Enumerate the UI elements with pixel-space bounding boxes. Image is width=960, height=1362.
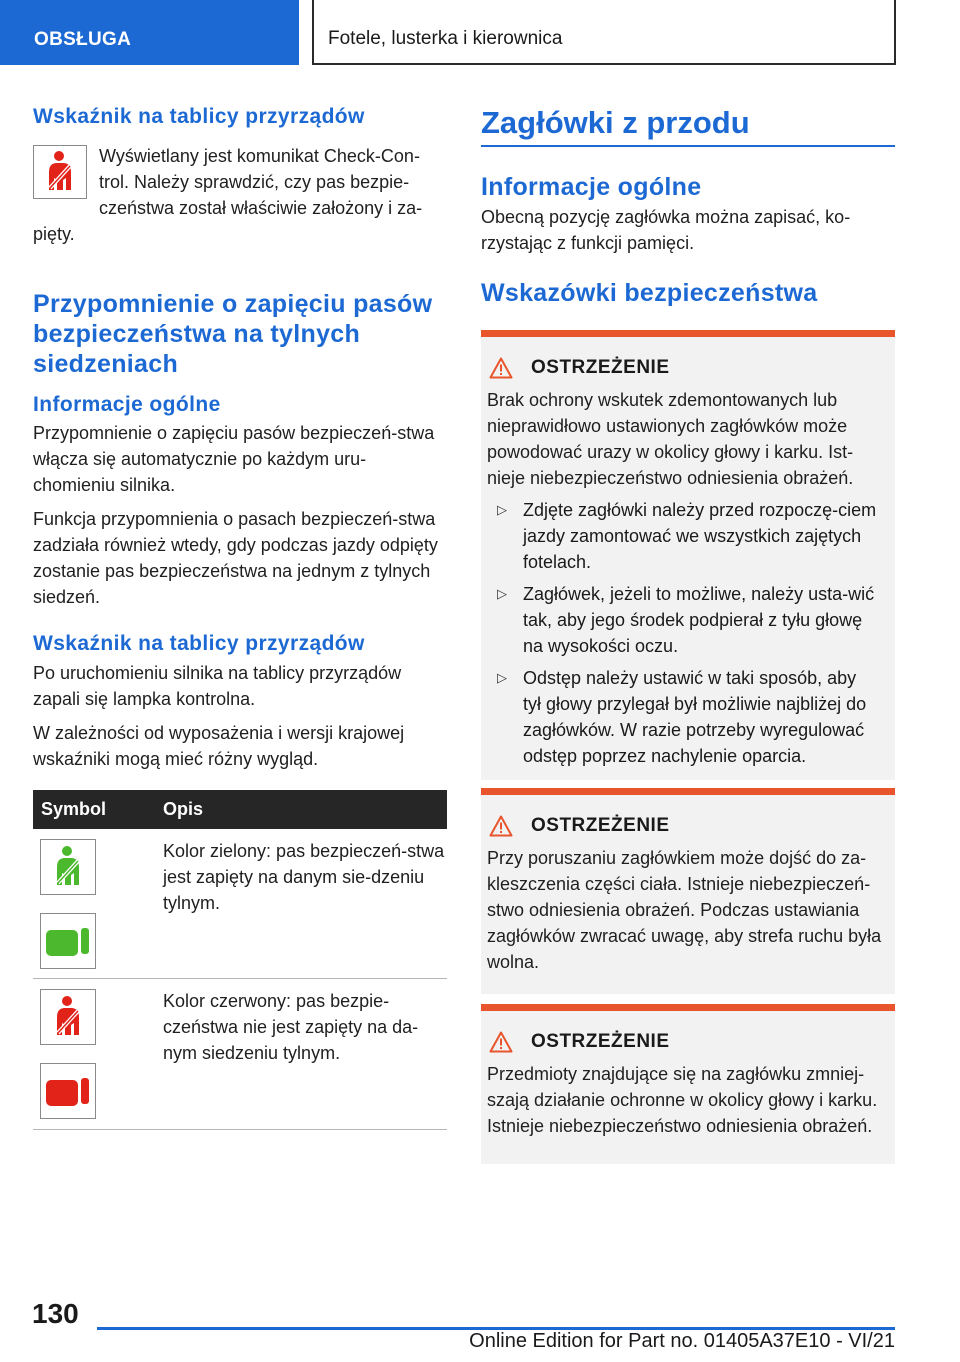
list-item: ▷ Zdjęte zagłówki należy przed rozpoczę-ciem jazdy zamontować we wszystkich zajętych fotelach. <box>487 497 889 575</box>
section-tab <box>0 0 299 65</box>
chapter-label: Fotele, lusterka i kierownica <box>328 28 563 49</box>
warning-title: OSTRZEŻENIE <box>531 357 670 378</box>
checkcontrol-line-1: Wyświetlany jest komunikat Check-Con- <box>99 146 420 166</box>
list-item: ▷ Zagłówek, jeżeli to możliwe, należy usta-wić tak, aby jego środek podpierał z tyłu głowę na wysokości oczu. <box>487 581 889 659</box>
left-column <box>33 103 447 1130</box>
bullet-triangle-icon: ▷ <box>497 670 507 685</box>
paragraph-memory: Obecną pozycję zagłówka można zapisać, ko-rzystając z funkcji pamięci. <box>481 207 851 253</box>
warning-box <box>481 330 895 780</box>
page-number: 130 <box>32 1298 79 1329</box>
warning-text: Przedmioty znajdujące się na zagłówku zmniej-szają działanie ochronne w okolicy głowy i karku. Istnieje niebezpieczeństwo odniesienia obrażeń. <box>487 1064 878 1136</box>
paragraph-reminder-function: Funkcja przypomnienia o pasach bezpieczeń-stwa zadziała również wtedy, gdy podczas jazdy odpięty zostanie pas bezpieczeństwa na jednym z tylnych siedzeń. <box>33 509 438 607</box>
heading-general-info: Informacje ogólne <box>481 173 702 201</box>
heading-general-info: Informacje ogólne <box>33 393 221 416</box>
title-divider <box>481 145 895 147</box>
warning-text: Przy poruszaniu zagłówkiem może dojść do za-kleszczenia części ciała. Istnieje niebezpieczeń-stwo odniesienia obrażeń. Podczas ustawiania zagłówków zwracać uwagę, aby strefa ruchu była wolna. <box>487 848 882 972</box>
checkcontrol-line-4: pięty. <box>33 224 75 244</box>
seatbelt-red-icon <box>40 989 96 1045</box>
column-header-symbol: Symbol <box>41 799 107 819</box>
table-row <box>33 979 447 1130</box>
warning-triangle-icon <box>489 815 513 837</box>
paragraph-lamp: Po uruchomieniu silnika na tablicy przyrządów zapali się lampka kontrolna. <box>33 663 402 709</box>
page-title: Zagłówki z przodu <box>481 105 750 140</box>
warning-box <box>481 1004 895 1164</box>
warning-title: OSTRZEŻENIE <box>531 815 670 836</box>
table-row <box>33 829 447 979</box>
seat-green-icon <box>40 913 96 969</box>
heading-safety-notes: Wskazówki bezpieczeństwa <box>481 279 818 307</box>
list-item: ▷ Odstęp należy ustawić w taki sposób, aby tył głowy przylegał był możliwie najbliżej do zagłówków. W razie potrzeby wyregulować odstęp poprzez nachylenie oparcia. <box>487 665 889 769</box>
section-label: OBSŁUGA <box>34 29 132 50</box>
chapter-tab <box>312 0 896 65</box>
seatbelt-green-icon <box>40 839 96 895</box>
bullet-triangle-icon: ▷ <box>497 502 507 517</box>
warning-title: OSTRZEŻENIE <box>531 1031 670 1052</box>
heading-rear-seatbelt-reminder: Przypomnienie o zapięciu pasów bezpieczeństwa na tylnych siedzeniach <box>33 290 433 378</box>
table-header <box>33 790 447 829</box>
paragraph-variants: W zależności od wyposażenia i wersji krajowej wskaźniki mogą mieć różny wygląd. <box>33 723 405 769</box>
warning-text: Brak ochrony wskutek zdemontowanych lub nieprawidłowo ustawionych zagłówków może powodować urazy w okolicy głowy i karku. Ist-nieje niebezpieczeństwo odniesienia obrażeń. <box>487 390 854 488</box>
seat-red-icon <box>40 1063 96 1119</box>
seatbelt-red-icon <box>33 145 87 199</box>
heading-instrument-indicator: Wskaźnik na tablicy przyrządów <box>33 105 365 128</box>
symbol-table <box>33 790 447 1130</box>
column-header-desc: Opis <box>163 799 204 819</box>
warning-triangle-icon <box>489 357 513 379</box>
warning-box <box>481 788 895 994</box>
row-desc-green: Kolor zielony: pas bezpieczeń-stwa jest zapięty na danym sie-dzeniu tylnym. <box>163 841 445 913</box>
heading-instrument-indicator-2: Wskaźnik na tablicy przyrządów <box>33 632 365 655</box>
bullet-triangle-icon: ▷ <box>497 586 507 601</box>
footer-edition: Online Edition for Part no. 01405A37E10 - VI/21 <box>469 1330 895 1352</box>
checkcontrol-line-2: trol. Należy sprawdzić, czy pas bezpie- <box>99 172 410 192</box>
row-desc-red: Kolor czerwony: pas bezpie-czeństwa nie jest zapięty na da-nym siedzeniu tylnym. <box>163 991 419 1063</box>
checkcontrol-block <box>33 143 447 279</box>
checkcontrol-line-3: czeństwa został właściwie założony i za- <box>99 198 423 218</box>
paragraph-reminder-auto: Przypomnienie o zapięciu pasów bezpieczeń-stwa włącza się automatycznie po każdym uru-chomieniu silnika. <box>33 423 435 495</box>
warning-triangle-icon <box>489 1031 513 1053</box>
right-column <box>481 103 895 1164</box>
